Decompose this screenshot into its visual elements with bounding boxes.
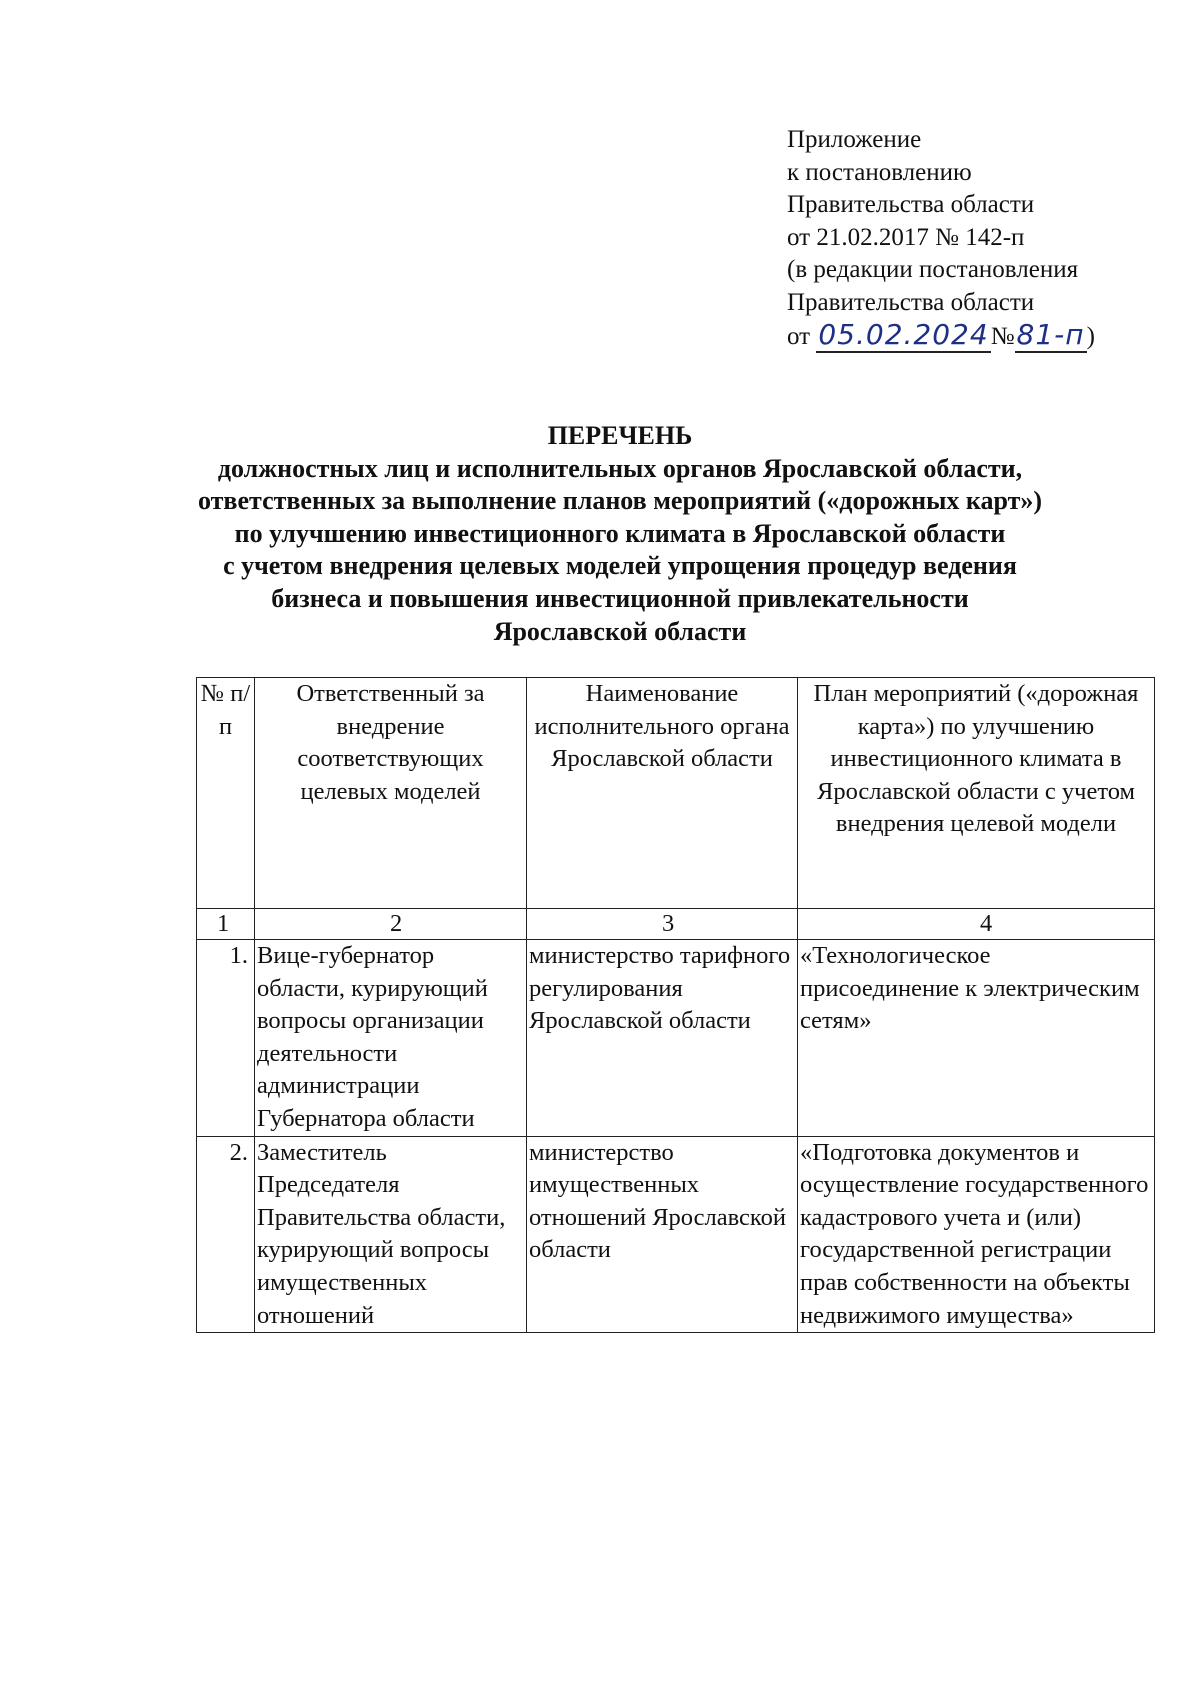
- amendment-suffix: ): [1086, 323, 1095, 350]
- column-number-row: [197, 909, 1155, 940]
- annex-line: от 21.02.2017 № 142-п: [787, 223, 1025, 251]
- row-responsible: Заместитель Председателя Правительства области, курирующий вопросы имущественных отношений: [255, 1136, 527, 1333]
- column-number: 3: [527, 909, 798, 940]
- row-plan: «Подготовка документов и осуществление государственного кадастрового учета и (или) государственной регистрации прав собственности на объекты недвижимого имущества»: [798, 1136, 1155, 1333]
- title-line: с учетом внедрения целевых моделей упрощения процедур ведения: [223, 551, 1017, 581]
- row-responsible: Вице-губернатор области, курирующий вопросы организации деятельности администрации Губернатора области: [255, 940, 527, 1137]
- column-number: 2: [255, 909, 527, 940]
- column-number: 4: [798, 909, 1155, 940]
- title-line: должностных лиц и исполнительных органов Ярославской области,: [217, 453, 1023, 483]
- document-title: [150, 420, 1090, 648]
- row-number: 1.: [197, 940, 255, 1137]
- table-row: [197, 1136, 1155, 1333]
- row-number: 2.: [197, 1136, 255, 1333]
- table-header-row: [197, 678, 1155, 909]
- handwritten-date: 05.02.2024: [818, 318, 989, 351]
- header-cell-number: № п/п: [197, 678, 255, 909]
- annex-line: Правительства области: [787, 288, 1035, 316]
- amendment-prefix: от: [787, 323, 817, 350]
- title-heading: ПЕРЕЧЕНЬ: [547, 421, 693, 450]
- amendment-line: [787, 319, 1095, 354]
- row-body: министерство имущественных отношений Ярославской области: [527, 1136, 798, 1333]
- annex-line: (в редакции постановления: [787, 256, 1079, 283]
- row-plan: «Технологическое присоединение к электрическим сетям»: [798, 940, 1155, 1137]
- row-body: министерство тарифного регулирования Ярославской области: [527, 940, 798, 1137]
- title-line: бизнеса и повышения инвестиционной привлекательности: [271, 583, 969, 613]
- annex-block: [787, 124, 1095, 354]
- number-sign: №: [990, 323, 1015, 350]
- annex-line: Правительства области: [787, 191, 1035, 218]
- title-line: по улучшению инвестиционного климата в Ярославской области: [234, 518, 1006, 548]
- header-cell-body: Наименование исполнительного органа Ярославской области: [527, 678, 798, 909]
- column-number: 1: [197, 909, 255, 940]
- officials-table: [196, 677, 1155, 1333]
- header-cell-responsible: Ответственный за внедрение соответствующих целевых моделей: [255, 678, 527, 909]
- handwritten-number: 81-п: [1016, 318, 1085, 351]
- header-cell-plan: План мероприятий («дорожная карта») по улучшению инвестиционного климата в Ярославской области с учетом внедрения целевой модели: [798, 678, 1155, 909]
- annex-line: к постановлению: [787, 158, 972, 186]
- annex-line: Приложение: [787, 126, 922, 153]
- table-row: [197, 940, 1155, 1137]
- title-line: ответственных за выполнение планов мероприятий («дорожных карт»): [197, 486, 1043, 516]
- title-line: Ярославской области: [493, 616, 747, 646]
